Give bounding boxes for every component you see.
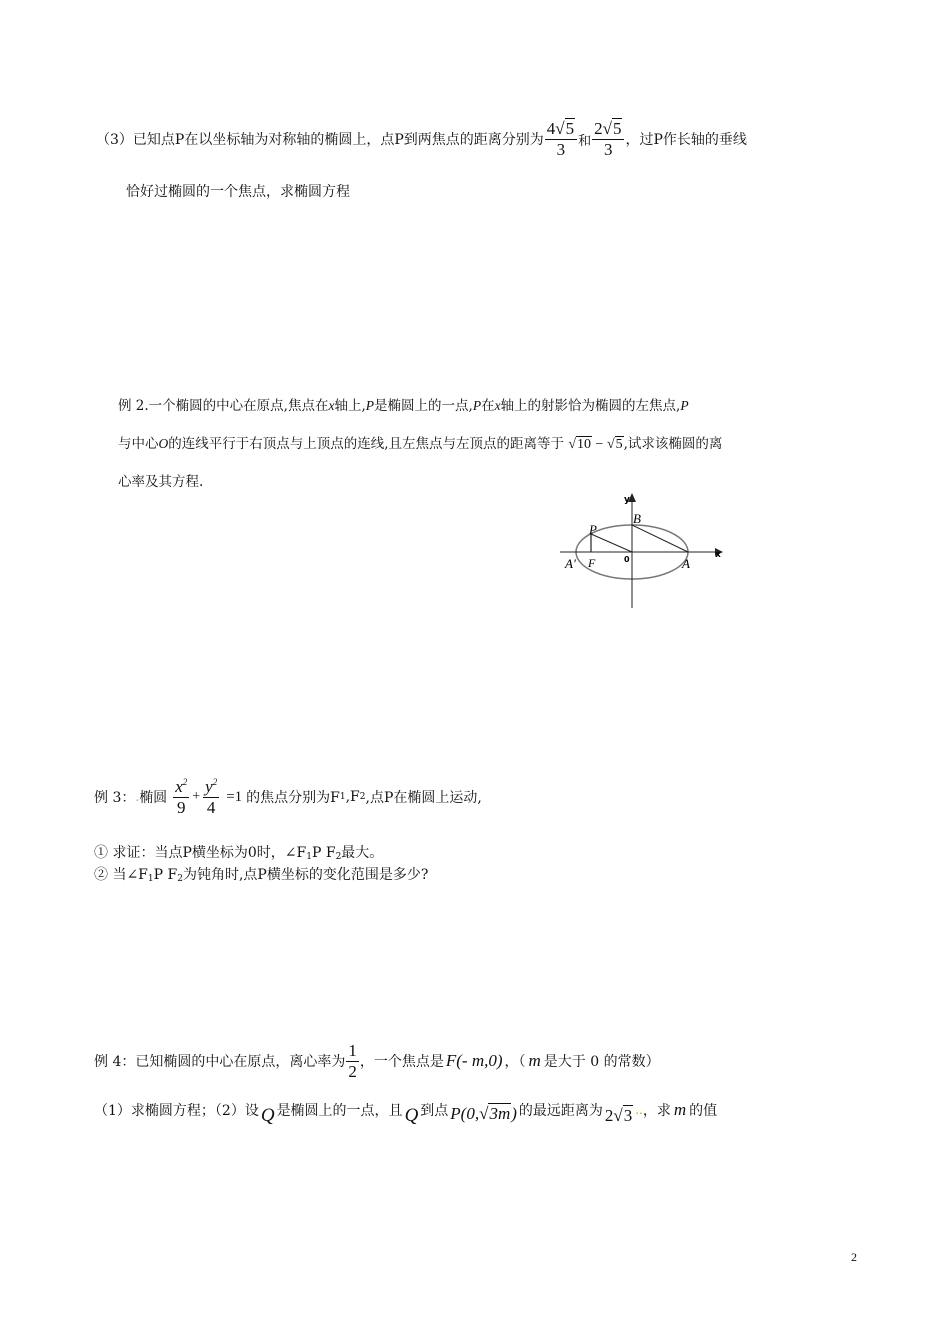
ex4-line1: 例 4：已知椭圆的中心在原点，离心率为 $\frac{1}{2}$ ，一个焦点是 F(- m,0) ，（ m 是大于 0 的常数） [94, 1040, 660, 1081]
q3-line2: 恰好过椭圆的一个焦点，求椭圆方程 [126, 184, 350, 200]
y-axis-label: y [624, 495, 630, 505]
x-axis-label: x [715, 550, 721, 560]
ex3-fraction-y: $\frac{y^2}{4}$ [205, 776, 218, 817]
label-a: A [682, 556, 690, 571]
ex4-line2: （1）求椭圆方程；（2）设 Q 是椭圆上的一点，且 Q 到点 P(0,√3m) 的最远距离为 2√3 .. ，求 m 的值 [94, 1100, 718, 1126]
page-number: 2 [851, 1250, 857, 1264]
ex3-fraction-x: $\frac{x^2}{9}$ [175, 776, 188, 817]
q3-lead: （3）已知点P在以坐标轴为对称轴的椭圆上，点P到两焦点的距离分别为 [96, 132, 544, 148]
ex2-line2: 与中心O的连线平行于右顶点与上顶点的连线,且左焦点与左顶点的距离等于 √10 − √5,试求该椭圆的离 [118, 436, 723, 452]
ex2-line1: 例 2.一个椭圆的中心在原点,焦点在x轴上,P是椭圆上的一点,P在x轴上的射影恰为椭圆的左焦点,P [118, 398, 689, 414]
label-origin: 0 [624, 555, 630, 564]
q3-line1 [96, 112, 747, 166]
ex3-line1: 例 3： . 椭圆 $\frac{x^2}{9}$ + $\frac{y^2}{4}$ =1 的焦点分别为F 1 ,F 2 ,点P在椭圆上运动, [94, 776, 482, 817]
ex2-line3: 心率及其方程. [118, 474, 204, 490]
label-a-prime: A' [565, 556, 576, 571]
q3-fraction-1: $\frac{4√5}{3}$ [545, 119, 577, 159]
mark-dot: . [135, 790, 140, 804]
label-b: B [633, 511, 641, 526]
q3-tail: ，过P作长轴的垂线 [625, 132, 747, 148]
label-p: P [589, 522, 597, 537]
mark-dot-2: .. [635, 1103, 643, 1117]
ellipse-figure [555, 490, 730, 610]
ex3-q1: ① 求证：当点P横坐标为0时，$\angle F_1P$ $F_2$最大。 [94, 845, 384, 862]
ex4-eccentricity: $\frac{1}{2}$ [348, 1040, 357, 1081]
q3-and: 和 [578, 133, 592, 149]
label-f: F [588, 556, 596, 570]
q3-fraction-2: $\frac{2√5}{3}$ [592, 119, 624, 159]
ex3-q2: ② 当$\angle F_1P$ $F_2$为钝角时,点P横坐标的变化范围是多少? [94, 867, 429, 884]
po-segment [591, 534, 632, 552]
